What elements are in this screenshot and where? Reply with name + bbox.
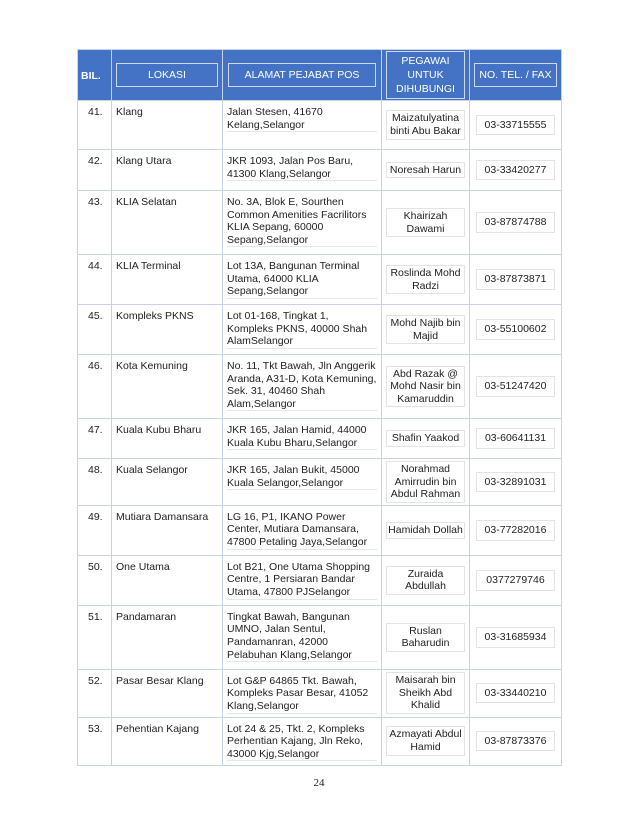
row-pegawai-cell bbox=[382, 419, 470, 459]
row-number-cell: 43. bbox=[78, 191, 112, 255]
row-tel: 03-33440210 bbox=[476, 683, 555, 704]
row-number-cell: 49. bbox=[78, 505, 112, 555]
row-number-cell: 48. bbox=[78, 459, 112, 506]
row-pegawai: Khairizah Dawami bbox=[386, 208, 465, 237]
table-row bbox=[78, 255, 562, 305]
row-pegawai-cell bbox=[382, 669, 470, 717]
row-pegawai: Azmayati Abdul Hamid bbox=[386, 726, 465, 755]
page-number: 24 bbox=[313, 777, 325, 789]
row-number-cell: 44. bbox=[78, 255, 112, 305]
row-number-cell: 42. bbox=[78, 150, 112, 191]
row-tel: 03-60641131 bbox=[476, 428, 555, 449]
row-pegawai-cell bbox=[382, 355, 470, 419]
row-alamat: JKR 165, Jalan Bukit, 45000 Kuala Selangor,Selangor bbox=[227, 464, 377, 490]
row-alamat: LG 16, P1, IKANO Power Center, Mutiara Damansara, 47800 Petaling Jaya,Selangor bbox=[227, 511, 377, 550]
row-tel: 03-51247420 bbox=[476, 376, 555, 397]
table-row bbox=[78, 605, 562, 669]
row-pegawai-cell bbox=[382, 191, 470, 255]
row-number-cell: 41. bbox=[78, 101, 112, 150]
row-lokasi-cell: Klang Utara bbox=[112, 150, 223, 191]
row-pegawai: Maisarah bin Sheikh Abd Khalid bbox=[386, 672, 465, 714]
row-alamat: Lot 24 & 25, Tkt. 2, Kompleks Perhentian Kajang, Jln Reko, 43000 Kjg,Selangor bbox=[227, 723, 377, 762]
row-pegawai: Noresah Harun bbox=[386, 162, 465, 179]
header-lokasi: LOKASI bbox=[112, 50, 223, 101]
row-tel: 03-87873376 bbox=[476, 731, 555, 752]
row-tel-cell bbox=[470, 419, 562, 459]
row-alamat-cell bbox=[223, 305, 382, 355]
post-office-table bbox=[77, 49, 562, 766]
row-pegawai-cell bbox=[382, 305, 470, 355]
row-tel: 03-31685934 bbox=[476, 627, 555, 648]
table-row bbox=[78, 505, 562, 555]
row-lokasi-cell: Pasar Besar Klang bbox=[112, 669, 223, 717]
row-pegawai: Norahmad Amirrudin bin Abdul Rahman bbox=[386, 461, 465, 503]
row-lokasi-cell: Mutiara Damansara bbox=[112, 505, 223, 555]
row-alamat: Lot G&P 64865 Tkt. Bawah, Kompleks Pasar Besar, 41052 Klang,Selangor bbox=[227, 675, 377, 714]
table-body bbox=[78, 101, 562, 766]
row-lokasi-cell: Kompleks PKNS bbox=[112, 305, 223, 355]
row-number-cell: 52. bbox=[78, 669, 112, 717]
row-tel-cell bbox=[470, 605, 562, 669]
row-alamat-cell bbox=[223, 669, 382, 717]
table-header-row bbox=[78, 50, 562, 101]
table-row bbox=[78, 555, 562, 605]
header-pegawai: PEGAWAI UNTUK DIHUBUNGI bbox=[382, 50, 470, 101]
row-lokasi-cell: KLIA Selatan bbox=[112, 191, 223, 255]
row-number-cell: 46. bbox=[78, 355, 112, 419]
row-pegawai-cell bbox=[382, 555, 470, 605]
row-pegawai: Roslinda Mohd Radzi bbox=[386, 265, 465, 294]
table-row bbox=[78, 101, 562, 150]
row-number-cell: 50. bbox=[78, 555, 112, 605]
table-row bbox=[78, 191, 562, 255]
table-row bbox=[78, 459, 562, 506]
row-pegawai-cell bbox=[382, 150, 470, 191]
row-tel-cell bbox=[470, 191, 562, 255]
row-tel: 0377279746 bbox=[476, 570, 555, 591]
row-alamat-cell bbox=[223, 555, 382, 605]
row-pegawai: Zuraida Abdullah bbox=[386, 566, 465, 595]
row-alamat-cell bbox=[223, 505, 382, 555]
row-lokasi-cell: One Utama bbox=[112, 555, 223, 605]
row-alamat-cell bbox=[223, 150, 382, 191]
row-tel-cell bbox=[470, 669, 562, 717]
row-tel-cell bbox=[470, 101, 562, 150]
row-alamat: Lot 13A, Bangunan Terminal Utama, 64000 KLIA Sepang,Selangor bbox=[227, 260, 377, 299]
row-tel-cell bbox=[470, 355, 562, 419]
row-alamat-cell bbox=[223, 717, 382, 765]
table-row bbox=[78, 419, 562, 459]
table-row bbox=[78, 717, 562, 765]
row-pegawai: Mohd Najib bin Majid bbox=[386, 315, 465, 344]
row-pegawai: Ruslan Baharudin bbox=[386, 623, 465, 652]
row-tel-cell bbox=[470, 459, 562, 506]
row-pegawai-cell bbox=[382, 717, 470, 765]
row-alamat: JKR 165, Jalan Hamid, 44000 Kuala Kubu Bharu,Selangor bbox=[227, 424, 377, 450]
row-tel-cell bbox=[470, 717, 562, 765]
row-tel: 03-87874788 bbox=[476, 212, 555, 233]
row-number-cell: 51. bbox=[78, 605, 112, 669]
header-bil: BIL. bbox=[78, 50, 112, 101]
row-tel-cell bbox=[470, 505, 562, 555]
row-tel: 03-77282016 bbox=[476, 520, 555, 541]
row-alamat: Lot B21, One Utama Shopping Centre, 1 Persiaran Bandar Utama, 47800 PJSelangor bbox=[227, 561, 377, 600]
row-lokasi-cell: Kuala Selangor bbox=[112, 459, 223, 506]
row-pegawai-cell bbox=[382, 255, 470, 305]
row-pegawai-cell bbox=[382, 505, 470, 555]
row-lokasi-cell: Kota Kemuning bbox=[112, 355, 223, 419]
row-pegawai: Shafin Yaakod bbox=[386, 430, 465, 447]
row-pegawai-cell bbox=[382, 459, 470, 506]
row-alamat-cell bbox=[223, 355, 382, 419]
table-row bbox=[78, 150, 562, 191]
row-alamat: No. 3A, Blok E, Sourthen Common Amenities Facrilitors KLIA Sepang, 60000 Sepang,Selangor bbox=[227, 196, 377, 247]
row-tel: 03-87873871 bbox=[476, 269, 555, 290]
row-alamat: Jalan Stesen, 41670 Kelang,Selangor bbox=[227, 106, 377, 132]
row-alamat-cell bbox=[223, 419, 382, 459]
row-tel: 03-33715555 bbox=[476, 115, 555, 136]
row-lokasi-cell: Pehentian Kajang bbox=[112, 717, 223, 765]
row-alamat: JKR 1093, Jalan Pos Baru, 41300 Klang,Selangor bbox=[227, 155, 377, 181]
row-alamat-cell bbox=[223, 101, 382, 150]
row-tel-cell bbox=[470, 150, 562, 191]
row-number-cell: 47. bbox=[78, 419, 112, 459]
row-tel: 03-32891031 bbox=[476, 472, 555, 493]
row-alamat-cell bbox=[223, 605, 382, 669]
row-lokasi-cell: Pandamaran bbox=[112, 605, 223, 669]
table-row bbox=[78, 669, 562, 717]
row-tel-cell bbox=[470, 305, 562, 355]
row-tel: 03-55100602 bbox=[476, 319, 555, 340]
table-row bbox=[78, 305, 562, 355]
row-lokasi-cell: Kuala Kubu Bharu bbox=[112, 419, 223, 459]
row-alamat: No. 11, Tkt Bawah, Jln Anggerik Aranda, A31-D, Kota Kemuning, Sek. 31, 40460 Shah Alam,Selangor bbox=[227, 360, 377, 410]
row-tel-cell bbox=[470, 555, 562, 605]
table-row bbox=[78, 355, 562, 419]
row-tel: 03-33420277 bbox=[476, 160, 555, 181]
row-pegawai: Hamidah Dollah bbox=[386, 522, 465, 539]
row-pegawai-cell bbox=[382, 101, 470, 150]
row-alamat-cell bbox=[223, 459, 382, 506]
row-lokasi-cell: KLIA Terminal bbox=[112, 255, 223, 305]
row-number-cell: 45. bbox=[78, 305, 112, 355]
row-alamat-cell bbox=[223, 191, 382, 255]
header-tel: NO. TEL. / FAX bbox=[470, 50, 562, 101]
row-alamat: Lot 01-168, Tingkat 1, Kompleks PKNS, 40000 Shah AlamSelangor bbox=[227, 310, 377, 349]
row-number-cell: 53. bbox=[78, 717, 112, 765]
row-pegawai-cell bbox=[382, 605, 470, 669]
row-tel-cell bbox=[470, 255, 562, 305]
header-alamat: ALAMAT PEJABAT POS bbox=[223, 50, 382, 101]
row-pegawai: Abd Razak @ Mohd Nasir bin Kamaruddin bbox=[386, 366, 465, 408]
row-alamat: Tingkat Bawah, Bangunan UMNO, Jalan Sentul, Pandamanran, 42000 Pelabuhan Klang,Selangor bbox=[227, 611, 377, 662]
row-pegawai: Maizatulyatina binti Abu Bakar bbox=[386, 110, 465, 139]
row-alamat-cell bbox=[223, 255, 382, 305]
row-lokasi-cell: Klang bbox=[112, 101, 223, 150]
